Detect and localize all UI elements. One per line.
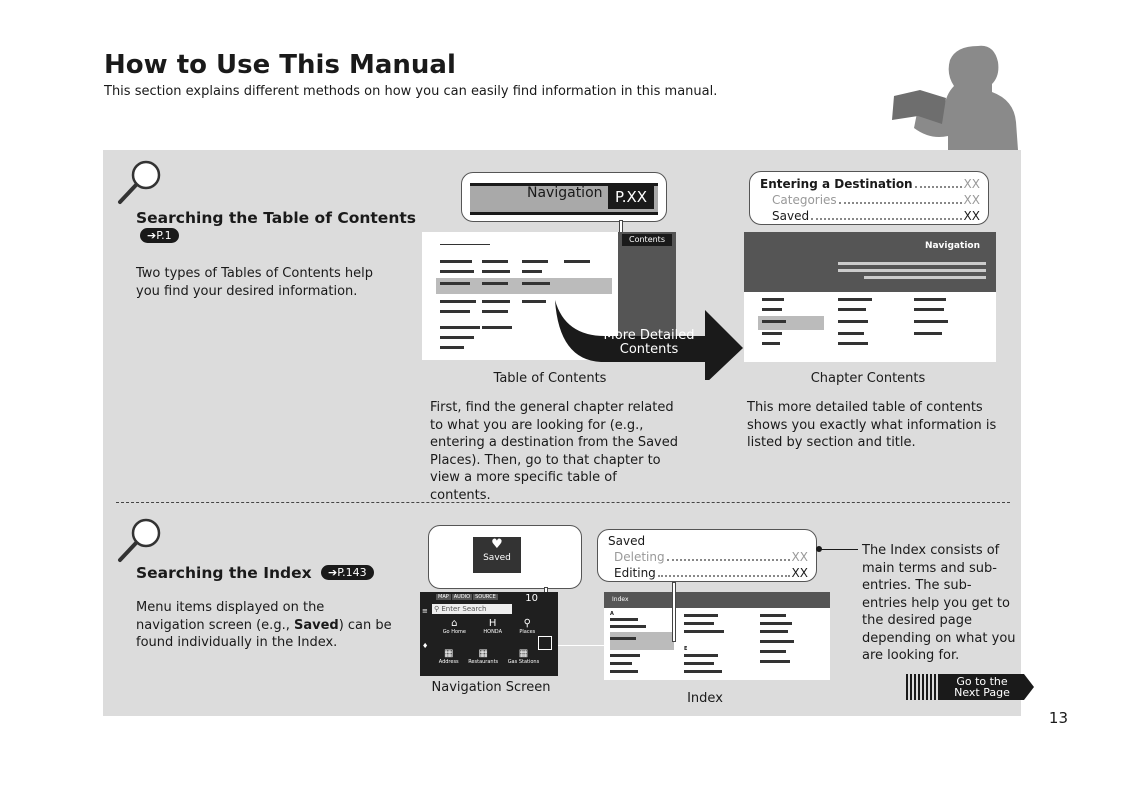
pin-icon: ⚲ bbox=[523, 618, 531, 629]
nav-go-home[interactable]: ⌂ Go Home bbox=[442, 618, 466, 635]
arrow-label-line2: Contents bbox=[619, 342, 679, 357]
callout-saved bbox=[428, 525, 582, 589]
caption-index: Index bbox=[687, 691, 723, 706]
callout-navigation bbox=[461, 172, 667, 222]
nav-address[interactable]: ▦ Address bbox=[438, 648, 459, 665]
gas-icon: ▦ bbox=[518, 648, 529, 659]
next-page-label: Go to the Next Page bbox=[940, 674, 1024, 700]
text-toc: First, find the general chapter related to what you are looking for (e.g., entering a destination from the Saved Places). Then, go to that chapter to view a more specific table of contents. bbox=[430, 400, 678, 503]
ref-badge-toc[interactable]: ➔P.1 bbox=[140, 228, 179, 243]
index-document bbox=[604, 592, 830, 680]
section-title-toc bbox=[136, 209, 416, 245]
callout-chapter bbox=[749, 171, 989, 225]
section-desc-toc: Two types of Tables of Contents help you find your desired information. bbox=[136, 266, 374, 299]
heart-icon: ♥ bbox=[491, 537, 503, 552]
nav-tab-map[interactable]: MAP bbox=[438, 594, 449, 600]
reading-person-icon bbox=[890, 40, 1020, 150]
nav-gas-stations[interactable]: ▦ Gas Stations bbox=[507, 648, 540, 665]
ref-badge-index-label: P.143 bbox=[337, 566, 367, 579]
saved-button[interactable] bbox=[473, 537, 521, 573]
note-leader-line bbox=[820, 549, 858, 550]
toc-tab-label: Contents bbox=[622, 234, 672, 246]
ref-badge-index[interactable]: ➔P.143 bbox=[321, 565, 374, 580]
callout-index-heading: Saved bbox=[608, 534, 646, 548]
nav-tab-audio[interactable]: AUDIO bbox=[453, 594, 471, 600]
magnifier-icon-index bbox=[116, 516, 162, 564]
saved-button-label: Saved bbox=[483, 553, 511, 563]
callout-chapter-sub2: Saved XX bbox=[772, 209, 980, 223]
callout-index-sub1: Deleting XX bbox=[614, 550, 808, 564]
index-note: The Index consists of main terms and sub-entries. The sub-entries help you get to the desired page depending on what you are looking for. bbox=[862, 543, 1016, 663]
saved-highlight[interactable] bbox=[538, 636, 552, 650]
address-icon: ▦ bbox=[443, 648, 454, 659]
next-page-button[interactable] bbox=[906, 674, 1034, 700]
callout-nav-page: P.XX bbox=[608, 185, 654, 209]
restaurant-icon: ▦ bbox=[478, 648, 488, 659]
nav-row-2 bbox=[434, 648, 544, 665]
navigation-screen bbox=[420, 592, 558, 676]
callout-chapter-heading: Entering a Destination XX bbox=[760, 177, 980, 191]
arrow-label bbox=[600, 329, 698, 357]
ref-badge-toc-label: P.1 bbox=[156, 229, 172, 242]
text-chapter: This more detailed table of contents shows you exactly what information is listed by section and title. bbox=[747, 400, 997, 450]
section-title-index bbox=[136, 564, 416, 582]
callout-index bbox=[597, 529, 817, 582]
callout-index-sub2: Editing XX bbox=[614, 566, 808, 580]
location-icon[interactable]: ♦ bbox=[422, 642, 429, 650]
menu-icon[interactable]: ≡ bbox=[422, 607, 428, 615]
caption-chapter: Chapter Contents bbox=[810, 371, 926, 386]
magnifier-icon bbox=[116, 158, 162, 206]
section-title-toc-text: Searching the Table of Contents bbox=[136, 209, 416, 227]
chapter-header-label: Navigation bbox=[924, 241, 980, 251]
nav-tabs bbox=[436, 594, 498, 600]
nav-row-1 bbox=[434, 618, 544, 635]
page-title: How to Use This Manual bbox=[104, 50, 456, 80]
nav-search-input[interactable]: ⚲ Enter Search bbox=[432, 604, 512, 614]
home-icon: ⌂ bbox=[451, 618, 458, 629]
nav-tab-source[interactable]: SOURCE bbox=[475, 594, 496, 600]
section-title-index-text: Searching the Index bbox=[136, 564, 312, 582]
index-letter-a: A bbox=[610, 611, 614, 617]
arrow-label-line1: More Detailed bbox=[603, 328, 695, 343]
callout-nav-label: Navigation bbox=[527, 185, 603, 201]
section-desc-index: Menu items displayed on the navigation screen (e.g., Saved) can be found individually in the Index. bbox=[136, 600, 392, 650]
chapter-document bbox=[744, 232, 996, 362]
page-number: 13 bbox=[1048, 709, 1068, 727]
section-divider bbox=[116, 502, 1010, 503]
nav-restaurants[interactable]: ▦ Restaurants bbox=[468, 648, 499, 665]
callout-chapter-sub1: Categories XX bbox=[772, 193, 980, 207]
nav-time: 10 bbox=[525, 593, 538, 604]
connector-line bbox=[558, 645, 604, 646]
index-letter-e: E bbox=[684, 646, 688, 652]
callout-pointer-index bbox=[672, 582, 676, 642]
next-arrow-icon bbox=[1024, 674, 1034, 700]
caption-nav-screen: Navigation Screen bbox=[431, 680, 551, 695]
honda-icon: H bbox=[488, 618, 497, 629]
nav-places[interactable]: ⚲ Places bbox=[519, 618, 536, 635]
nav-honda[interactable]: H HONDA bbox=[483, 618, 502, 635]
caption-toc: Table of Contents bbox=[493, 371, 607, 386]
page-subtitle: This section explains different methods on how you can easily find information in this manual. bbox=[104, 84, 718, 99]
index-header-label: Index bbox=[612, 596, 629, 603]
